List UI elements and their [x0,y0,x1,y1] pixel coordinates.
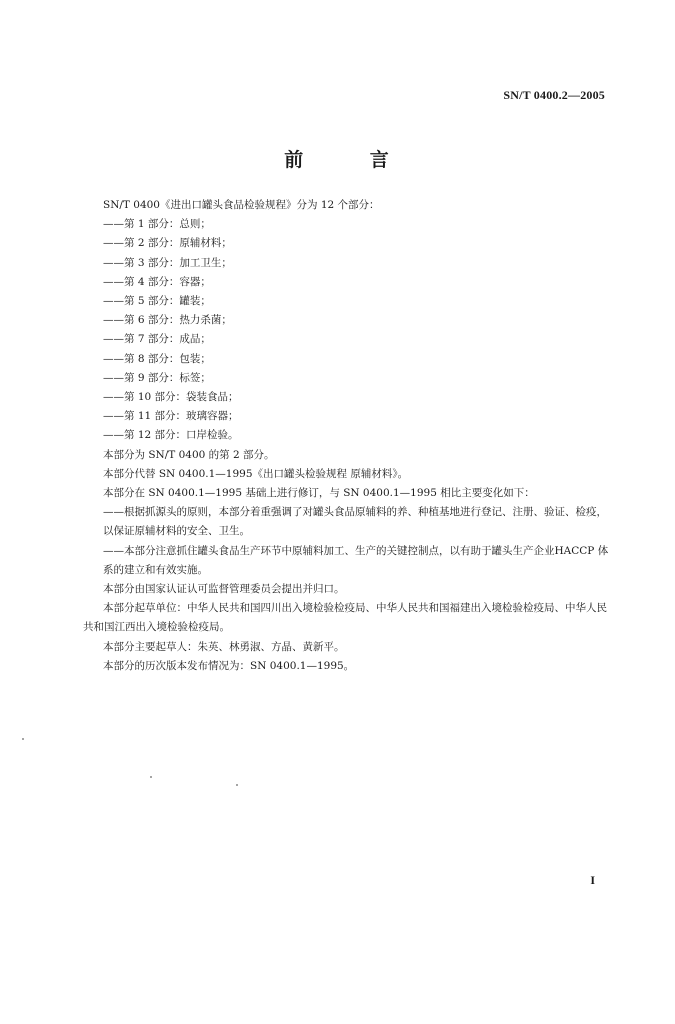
change-item: ——本部分注意抓住罐头食品生产环节中原辅料加工、生产的关键控制点，以有助于罐头生产企业HACCP 体系的建立和有效实施。 [103,544,609,576]
part-list-item: ——第 7 部分：成品； [103,333,211,346]
history-paragraph: 本部分的历次版本发布情况为：SN 0400.1—1995。 [103,659,355,672]
page-title: 前 言 [284,149,419,171]
scan-speck [150,776,152,778]
part-list-item: ——第 10 部分：袋装食品； [103,391,239,404]
part-list-item: ——第 3 部分：加工卫生； [103,256,232,269]
part-list-item: ——第 2 部分：原辅材料； [103,237,232,250]
proposed-paragraph: 本部分由国家认证认可监督管理委员会提出并归口。 [103,583,345,596]
part-list-item: ——第 1 部分：总则； [103,218,211,231]
part-list-item: ——第 5 部分：罐装； [103,295,211,308]
scan-speck [22,738,24,740]
drafting-unit-paragraph: 本部分起草单位：中华人民共和国四川出入境检验检疫局、中华人民共和国福建出入境检验检疫局、中华人民共和国江西出入境检验检疫局。 [83,602,607,634]
revised-paragraph: 本部分在 SN 0400.1—1995 基础上进行修订，与 SN 0400.1—1995 相比主要变化如下： [103,487,535,500]
intro-paragraph: SN/T 0400《进出口罐头食品检验规程》分为 12 个部分： [103,199,380,211]
part-list-item: ——第 4 部分：容器； [103,275,211,288]
part-of-paragraph: 本部分为 SN/T 0400 的第 2 部分。 [103,448,275,461]
change-item: ——根据抓源头的原则，本部分着重强调了对罐头食品原辅料的养、种植基地进行登记、注册、验证、检疫，以保证原辅材料的安全、卫生。 [103,506,607,538]
part-list-item: ——第 11 部分：玻璃容器； [103,410,239,423]
part-list-item: ——第 6 部分：热力杀菌； [103,314,232,327]
replaces-paragraph: 本部分代替 SN 0400.1—1995《出口罐头检验规程 原辅材料》。 [103,467,409,480]
part-list-item: ——第 8 部分：包装； [103,352,211,365]
standard-code: SN/T 0400.2—2005 [503,88,605,102]
part-list-item: ——第 12 部分：口岸检验。 [103,429,239,442]
document-body [83,196,613,676]
scan-speck [236,784,238,786]
drafters-paragraph: 本部分主要起草人：朱英、林勇淑、方晶、黄新平。 [103,640,345,653]
page-number: I [590,873,595,887]
part-list-item: ——第 9 部分：标签； [103,371,211,384]
